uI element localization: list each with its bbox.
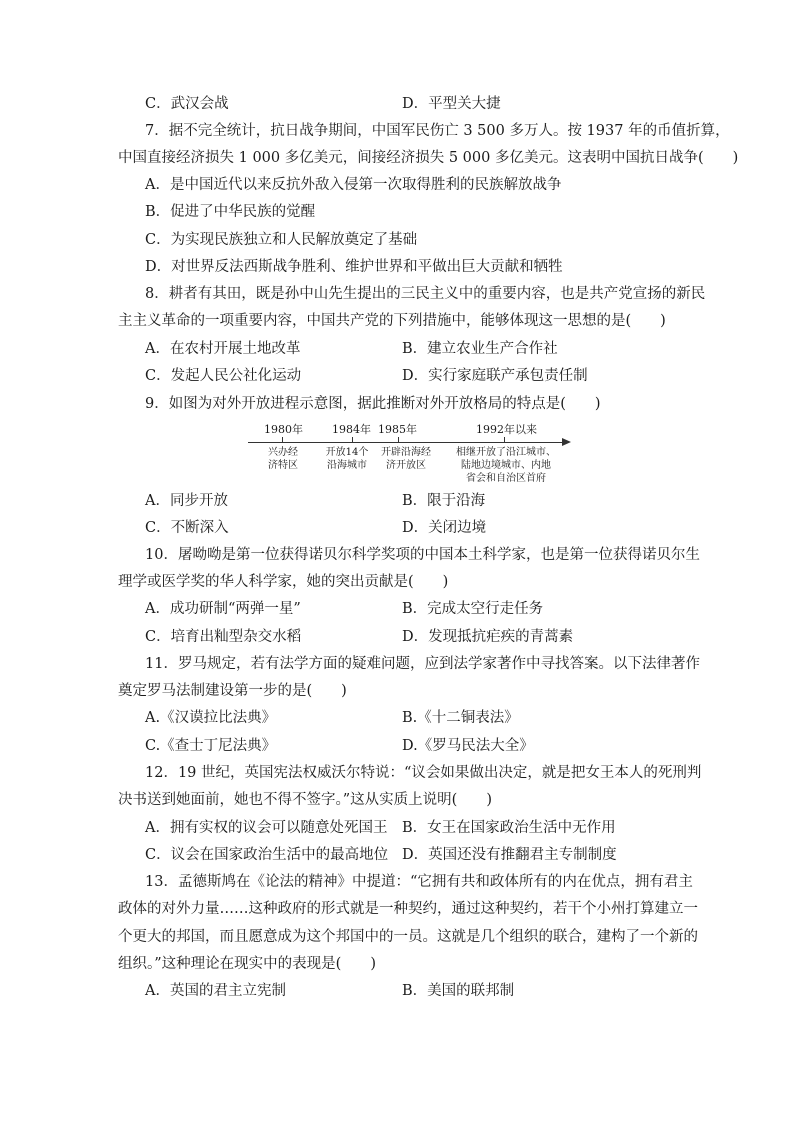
timeline-tick bbox=[352, 437, 353, 442]
timeline-tick bbox=[398, 437, 399, 442]
q11-stem-line1: 11．罗马规定，若有法学方面的疑难问题，应到法学家著作中寻找答案。以下法律著作 bbox=[145, 656, 700, 672]
q12-option-a: A．拥有实权的议会可以随意处死国王 bbox=[145, 820, 388, 836]
q12-option-d: D．英国还没有推翻君主专制制度 bbox=[402, 847, 617, 863]
q11-option-d: D.《罗马民法大全》 bbox=[402, 738, 534, 754]
q8-option-d: D．实行家庭联产承包责任制 bbox=[402, 368, 588, 384]
q10-stem-line2: 理学或医学奖的华人科学家，她的突出贡献是( ) bbox=[118, 574, 449, 590]
q7-stem-line1: 7．据不完全统计，抗日战争期间，中国军民伤亡 3 500 多万人。按 1937 年的币值折算， bbox=[145, 123, 730, 139]
q13-stem-line1: 13．孟德斯鸠在《论法的精神》中提道：“它拥有共和政体所有的内在优点，拥有君主 bbox=[145, 874, 693, 890]
q13-stem-line3: 个更大的邦国，而且愿意成为这个邦国中的一员。这就是几个组织的联合，建构了一个新的 bbox=[118, 929, 698, 945]
timeline-arrow bbox=[562, 438, 571, 446]
timeline-note-1992: 相继开放了沿江城市、 陆地边境城市、内地 省会和自治区首府 bbox=[456, 447, 556, 484]
q7-option-a: A．是中国近代以来反抗外敌入侵第一次取得胜利的民族解放战争 bbox=[145, 177, 562, 193]
timeline-axis bbox=[248, 442, 564, 443]
q10-option-c: C．培育出籼型杂交水稻 bbox=[145, 629, 302, 645]
q12-stem-line2: 决书送到她面前，她也不得不签字。”这从实质上说明( ) bbox=[118, 792, 492, 808]
q12-option-c: C．议会在国家政治生活中的最高地位 bbox=[145, 847, 389, 863]
timeline-year-1980: 1980年 bbox=[264, 423, 303, 436]
q11-option-c: C.《查士丁尼法典》 bbox=[145, 738, 277, 754]
q7-option-b: B．促进了中华民族的觉醒 bbox=[145, 204, 316, 220]
q9-option-a: A．同步开放 bbox=[145, 493, 228, 509]
opening-up-timeline bbox=[248, 420, 578, 488]
q8-option-a: A．在农村开展土地改革 bbox=[145, 341, 301, 357]
q13-option-a: A．英国的君主立宪制 bbox=[145, 983, 286, 999]
q10-option-a: A．成功研制“两弹一星” bbox=[145, 601, 301, 617]
q10-option-b: B．完成太空行走任务 bbox=[402, 601, 544, 617]
timeline-note-1985: 开辟沿海经 济开放区 bbox=[381, 447, 431, 471]
timeline-note-1980: 兴办经 济特区 bbox=[268, 447, 298, 471]
q13-stem-line4: 组织。”这种理论在现实中的表现是( ) bbox=[118, 956, 376, 972]
timeline-year-1992: 1992年以来 bbox=[476, 423, 537, 436]
q7-option-d: D．对世界反法西斯战争胜利、维护世界和平做出巨大贡献和牺牲 bbox=[145, 259, 563, 275]
timeline-tick bbox=[504, 437, 505, 442]
q10-option-d: D．发现抵抗疟疾的青蒿素 bbox=[402, 629, 574, 645]
q11-option-a: A.《汉谟拉比法典》 bbox=[145, 710, 277, 726]
q9-option-d: D．关闭边境 bbox=[402, 520, 487, 536]
q9-stem: 9．如图为对外开放进程示意图，据此推断对外开放格局的特点是( ) bbox=[145, 396, 601, 412]
q10-stem-line1: 10．屠呦呦是第一位获得诺贝尔科学奖项的中国本土科学家，也是第一位获得诺贝尔生 bbox=[145, 547, 700, 563]
q8-option-c: C．发起人民公社化运动 bbox=[145, 368, 302, 384]
q7-stem-line2: 中国直接经济损失 1 000 多亿美元，间接经济损失 5 000 多亿美元。这表明中国抗日战争( ) bbox=[118, 150, 739, 166]
q6-option-c: C．武汉会战 bbox=[145, 96, 229, 112]
q8-stem-line2: 主主义革命的一项重要内容，中国共产党的下列措施中，能够体现这一思想的是( ) bbox=[118, 313, 666, 329]
q11-option-b: B.《十二铜表法》 bbox=[402, 710, 519, 726]
q12-option-b: B．女王在国家政治生活中无作用 bbox=[402, 820, 616, 836]
timeline-note-1984: 开放14个 沿海城市 bbox=[325, 447, 369, 471]
q7-option-c: C．为实现民族独立和人民解放奠定了基础 bbox=[145, 232, 418, 248]
q11-stem-line2: 奠定罗马法制建设第一步的是( ) bbox=[118, 683, 347, 699]
q13-option-b: B．美国的联邦制 bbox=[402, 983, 515, 999]
timeline-tick bbox=[282, 437, 283, 442]
q9-option-c: C．不断深入 bbox=[145, 520, 229, 536]
q6-option-d: D．平型关大捷 bbox=[402, 96, 501, 112]
timeline-year-1984: 1984年 bbox=[332, 423, 371, 436]
q9-option-b: B．限于沿海 bbox=[402, 493, 486, 509]
q8-option-b: B．建立农业生产合作社 bbox=[402, 341, 558, 357]
q12-stem-line1: 12．19 世纪，英国宪法权威沃尔特说：“议会如果做出决定，就是把女王本人的死刑判 bbox=[145, 765, 702, 781]
q13-stem-line2: 政体的对外力量……这种政府的形式就是一种契约，通过这种契约，若干个小州打算建立一 bbox=[118, 901, 698, 917]
q8-stem-line1: 8．耕者有其田，既是孙中山先生提出的三民主义中的重要内容，也是共产党宣扬的新民 bbox=[145, 286, 706, 302]
timeline-year-1985: 1985年 bbox=[378, 423, 417, 436]
